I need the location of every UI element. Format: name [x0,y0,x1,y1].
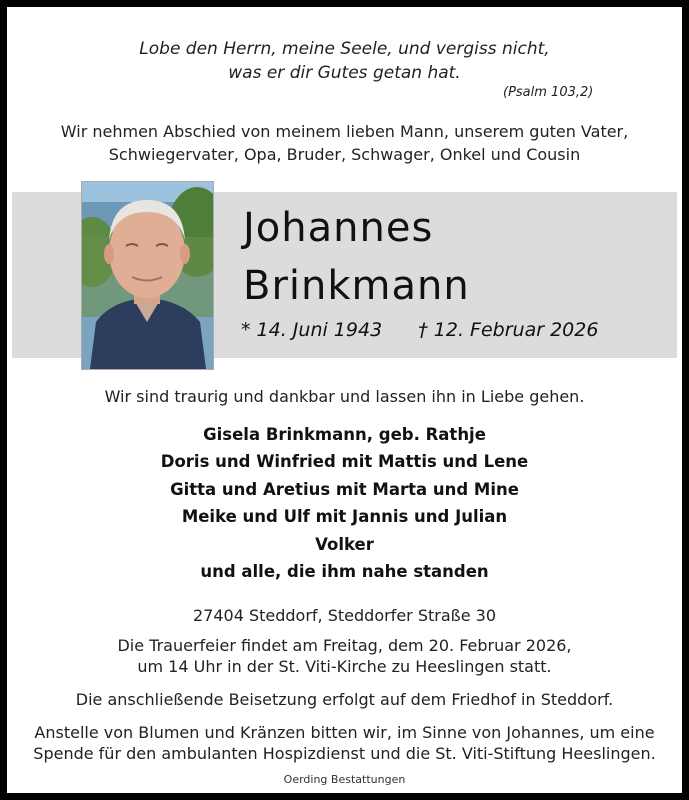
life-dates [241,319,598,341]
portrait-illustration [82,182,213,369]
service-line-2: um 14 Uhr in der St. Viti-Kirche zu Heeslingen statt. [137,657,552,676]
family-address: 27404 Steddorf, Steddorfer Straße 30 [192,606,496,625]
undertaker-credit: Oerding Bestattungen [283,773,406,786]
portrait-photo [81,181,214,370]
deceased-last-name: Brinkmann [243,263,470,309]
verse-reference: (Psalm 103,2) [503,85,594,100]
burial-info: Die anschließende Beisetzung erfolgt auf dem Friedhof in Steddorf. [75,690,614,709]
family-member: Doris und Winfried mit Mattis und Lene [160,452,529,471]
obituary-content [7,7,682,793]
death-date: † 12. Februar 2026 [418,319,599,341]
donation-line-1: Anstelle von Blumen und Kränzen bitten wir, im Sinne von Johannes, um eine [34,723,655,742]
donation-line-2: Spende für den ambulanten Hospizdienst und die St. Viti-Stiftung Heeslingen. [33,744,656,763]
family-member: Gitta und Aretius mit Marta und Mine [170,480,519,499]
intro-line-2: Schwiegervater, Opa, Bruder, Schwager, Onkel und Cousin [108,145,581,164]
service-line-1: Die Trauerfeier findet am Freitag, dem 20. Februar 2026, [117,636,572,655]
verse-line-2: was er dir Gutes getan hat. [228,63,461,83]
family-member: Volker [315,535,374,554]
family-member: und alle, die ihm nahe standen [200,562,489,581]
deceased-first-name: Johannes [243,205,434,251]
family-member: Gisela Brinkmann, geb. Rathje [203,425,486,444]
verse-line-1: Lobe den Herrn, meine Seele, und vergiss nicht, [139,39,550,59]
family-member: Meike und Ulf mit Jannis und Julian [181,507,508,526]
birth-date: * 14. Juni 1943 [241,319,383,341]
intro-line-1: Wir nehmen Abschied von meinem lieben Mann, unserem guten Vater, [60,122,629,141]
farewell-statement: Wir sind traurig und dankbar und lassen ihn in Liebe gehen. [104,387,585,406]
